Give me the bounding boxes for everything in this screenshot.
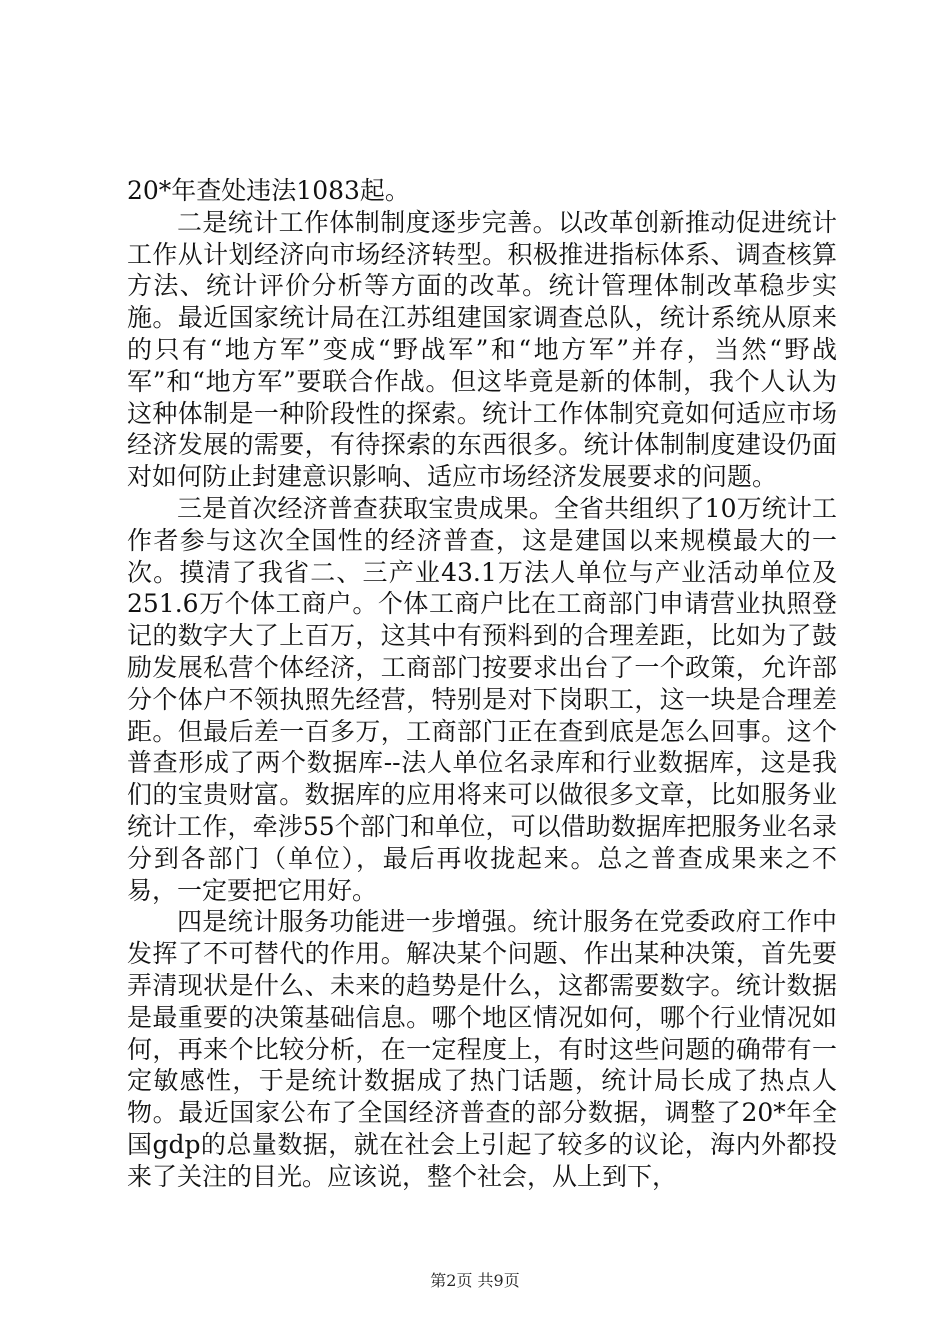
paragraph-economic-census: 三是首次经济普查获取宝贵成果。全省共组织了10万统计工作者参与这次全国性的经济普查，这是建国以来规模最大的一次。摸清了我省二、三产业43.1万法人单位与产业活动单位及251.6万个体工商户。个体工商户比在工商部门申请营业执照登记的数字大了上百万，这其中有预料到的合理差距，比如为了鼓励发展私营个体经济，工商部门按要求出台了一个政策，允许部分个体户不领执照先经营，特别是对下岗职工，这一块是合理差距。但最后差一百多万，工商部门正在查到底是怎么回事。这个普查形成了两个数据库--法人单位名录库和行业数据库，这是我们的宝贵财富。数据库的应用将来可以做很多文章，比如服务业统计工作，牵涉55个部门和单位，可以借助数据库把服务业名录分到各部门（单位），最后再收拢起来。总之普查成果来之不易，一定要把它用好。 bbox=[127, 493, 837, 905]
document-body bbox=[127, 175, 837, 1193]
paragraph-statistics-system-reform: 二是统计工作体制制度逐步完善。以改革创新推动促进统计工作从计划经济向市场经济转型。积极推进指标体系、调查核算方法、统计评价分析等方面的改革。统计管理体制改革稳步实施。最近国家统计局在江苏组建国家调查总队，统计系统从原来的只有“地方军”变成“野战军”和“地方军”并存，当然“野战军”和“地方军”要联合作战。但这毕竟是新的体制，我个人认为这种体制是一种阶段性的探索。统计工作体制究竟如何适应市场经济发展的需要，有待探索的东西很多。统计体制制度建设仍面对如何防止封建意识影响、适应市场经济发展要求的问题。 bbox=[127, 207, 837, 492]
paragraph-statistics-service: 四是统计服务功能进一步增强。统计服务在党委政府工作中发挥了不可替代的作用。解决某个问题、作出某种决策，首先要弄清现状是什么、未来的趋势是什么，这都需要数字。统计数据是最重要的决策基础信息。哪个地区情况如何，哪个行业情况如何，再来个比较分析，在一定程度上，有时这些问题的确带有一定敏感性，于是统计数据成了热门话题，统计局长成了热点人物。最近国家公布了全国经济普查的部分数据，调整了20*年全国gdp的总量数据，就在社会上引起了较多的议论，海内外都投来了关注的目光。应该说，整个社会，从上到下， bbox=[127, 907, 837, 1191]
paragraph-continuation: 20*年查处违法1083起。 bbox=[127, 176, 410, 205]
page-number-footer: 第2页 共9页 bbox=[430, 1271, 520, 1290]
